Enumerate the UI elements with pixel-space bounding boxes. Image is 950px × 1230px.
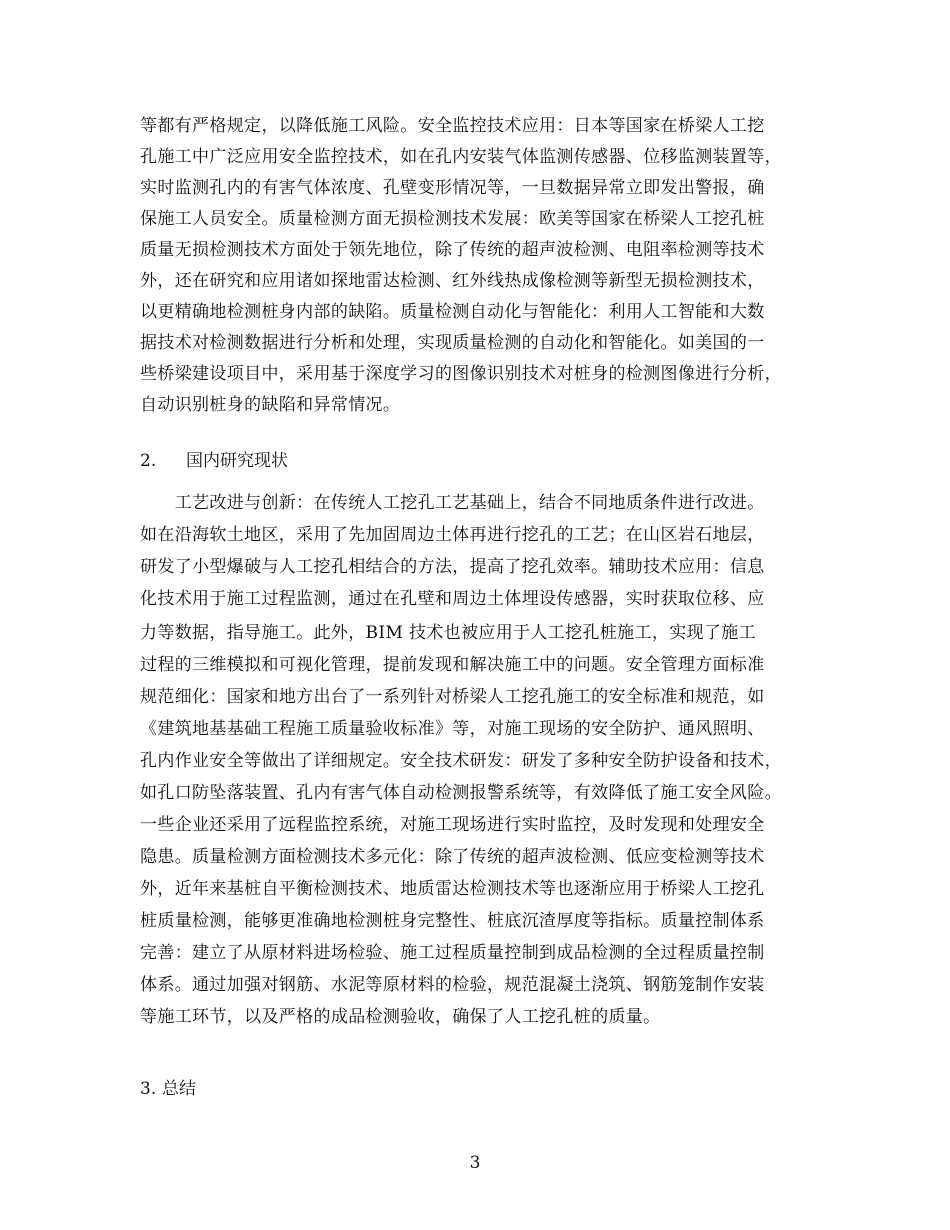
text-line: 孔内作业安全等做出了详细规定。安全技术研发：研发了多种安全防护设备和技术，: [140, 751, 782, 771]
text-line: 等都有严格规定，以降低施工风险。安全监控技术应用：日本等国家在桥梁人工挖: [140, 116, 765, 136]
text-line: 研发了小型爆破与人工挖孔相结合的方法，提高了挖孔效率。辅助技术应用：信息: [140, 557, 765, 577]
text-line: 化技术用于施工过程监测，通过在孔壁和周边土体埋设传感器，实时获取位移、应: [140, 589, 765, 609]
text-line: 实时监测孔内的有害气体浓度、孔壁变形情况等，一旦数据异常立即发出警报，确: [140, 178, 765, 198]
text-line: 过程的三维模拟和可视化管理，提前发现和解决施工中的问题。安全管理方面标准: [140, 655, 765, 675]
text-line: 如孔口防坠落装置、孔内有害气体自动检测报警系统等，有效降低了施工安全风险。: [140, 783, 782, 803]
text-line: 《建筑地基基础工程施工质量验收标准》等，对施工现场的安全防护、通风照明、: [140, 719, 765, 739]
section-heading-summary: [140, 1078, 196, 1100]
section-title: 总结: [162, 1079, 196, 1099]
text-line: 以更精确地检测桩身内部的缺陷。质量检测自动化与智能化：利用人工智能和大数: [140, 302, 765, 322]
section-number: 3.: [140, 1079, 157, 1099]
text-line: 工艺改进与创新：在传统人工挖孔工艺基础上，结合不同地质条件进行改进。: [140, 493, 765, 513]
page-number: 3: [469, 1153, 481, 1173]
section-title: 国内研究现状: [186, 451, 288, 471]
text-line: 孔施工中广泛应用安全监控技术，如在孔内安装气体监测传感器、位移监测装置等，: [140, 147, 782, 167]
text-line: 体系。通过加强对钢筋、水泥等原材料的检验，规范混凝土浇筑、钢筋笼制作安装: [140, 975, 765, 995]
text-line: 等施工环节，以及严格的成品检测验收，确保了人工挖孔桩的质量。: [140, 1007, 661, 1027]
text-line: 一些企业还采用了远程监控系统，对施工现场进行实时监控，及时发现和处理安全: [140, 815, 765, 835]
text-line: 据技术对检测数据进行分析和处理，实现质量检测的自动化和智能化。如美国的一: [140, 333, 765, 353]
text-line: 保施工人员安全。质量检测方面无损检测技术发展：欧美等国家在桥梁人工挖孔桩: [140, 209, 765, 229]
text-line: 力等数据，指导施工。此外，BIM 技术也被应用于人工挖孔桩施工，实现了施工: [140, 623, 756, 643]
text-line: 隐患。质量检测方面检测技术多元化：除了传统的超声波检测、低应变检测等技术: [140, 847, 765, 867]
text-line: 质量无损检测技术方面处于领先地位，除了传统的超声波检测、电阻率检测等技术: [140, 240, 765, 260]
text-line: 如在沿海软土地区，采用了先加固周边土体再进行挖孔的工艺；在山区岩石地层，: [140, 525, 765, 545]
text-line: 规范细化：国家和地方出台了一系列针对桥梁人工挖孔施工的安全标准和规范，如: [140, 687, 765, 707]
section-heading-domestic-research: [140, 450, 288, 472]
text-line: 外，还在研究和应用诸如探地雷达检测、红外线热成像检测等新型无损检测技术，: [140, 271, 765, 291]
section-number: 2.: [140, 451, 157, 471]
text-line: 桩质量检测，能够更准确地检测桩身完整性、桩底沉渣厚度等指标。质量控制体系: [140, 911, 765, 931]
text-line: 些桥梁建设项目中，采用基于深度学习的图像识别技术对桩身的检测图像进行分析，: [140, 364, 782, 384]
text-line: 完善：建立了从原材料进场检验、施工过程质量控制到成品检测的全过程质量控制: [140, 943, 765, 963]
text-line: 外，近年来基桩自平衡检测技术、地质雷达检测技术等也逐渐应用于桥梁人工挖孔: [140, 879, 765, 899]
text-line: 自动识别桩身的缺陷和异常情况。: [140, 395, 401, 415]
